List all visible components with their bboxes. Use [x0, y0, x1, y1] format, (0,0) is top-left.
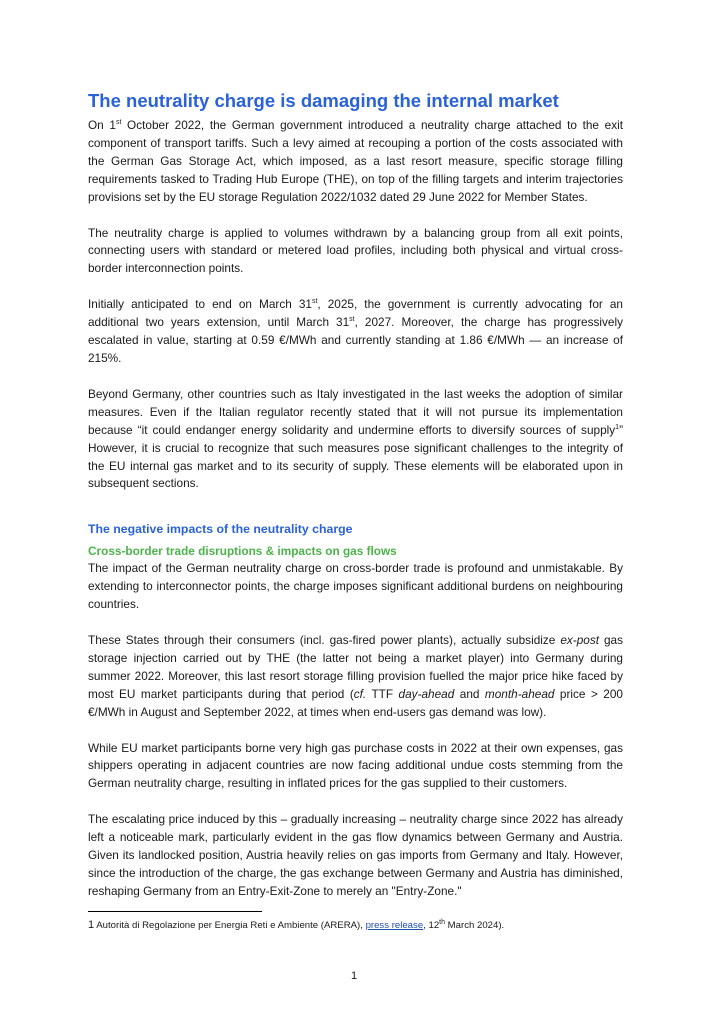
page-number: 1: [350, 970, 358, 982]
paragraph-shippers: While EU market participants borne very high gas purchase costs in 2022 at their own expenses, gas shippers operating in adjacent countries are now facing additional undue costs stemming from the German neutrality charge, resulting in inflated prices for the gas supplied to their customers.: [88, 740, 623, 791]
press-release-link[interactable]: press release: [365, 920, 424, 931]
section-heading: The negative impacts of the neutrality charge: [88, 522, 353, 537]
footnote-reference[interactable]: 1: [615, 423, 620, 431]
footnote: 1 Autorità di Regolazione per Energia Reti e Ambiente (ARERA), press release, 12th March 2024).: [88, 918, 505, 931]
subsection-heading: Cross-border trade disruptions & impacts on gas flows: [88, 544, 397, 559]
paragraph-extension: Initially anticipated to end on March 31st, 2025, the government is currently advocating for an additional two years extension, until March 31st, 2027. Moreover, the charge has progressively escalated in value, starting at 0.59 €/MWh and currently standing at 1.86 €/MWh — an increase of 215%.: [88, 297, 623, 365]
page-title: The neutrality charge is damaging the internal market: [88, 90, 559, 111]
paragraph-subsidize: These States through their consumers (incl. gas-fired power plants), actually subsidize ex-post gas storage injection carried out by THE (the latter not being a market player) into Germany during summer 2022. Moreover, this last resort storage filling provision fuelled the major price hike faced by most EU market participants during that period (cf. TTF day-ahead and month-ahead price > 200 €/MWh in August and September 2022, at times when end-users gas demand was low).: [88, 633, 623, 719]
footnote-number: 1: [88, 919, 95, 931]
footnote-separator: [88, 911, 262, 912]
paragraph-escalating-price: The escalating price induced by this – gradually increasing – neutrality charge since 2022 has already left a noticeable mark, particularly evident in the gas flow dynamics between Germany and Austria. Given its landlocked position, Austria heavily relies on gas imports from Germany and Italy. However, since the introduction of the charge, the gas exchange between Germany and Austria has diminished, reshaping Germany from an Entry-Exit-Zone to merely an "Entry-Zone.": [88, 812, 623, 898]
paragraph-application: The neutrality charge is applied to volumes withdrawn by a balancing group from all exit points, connecting users with standard or metered load profiles, including both physical and virtual cross-border interconnection points.: [88, 225, 623, 276]
paragraph-beyond-germany: Beyond Germany, other countries such as Italy investigated in the last weeks the adoption of similar measures. Even if the Italian regulator recently stated that it will not pursue its implementation because “it could endanger energy solidarity and undermine efforts to diversify sources of supply$^1$” However, it is crucial to recognize that such measures pose significant challenges to the integrity of the EU internal gas market and to its security of supply. These elements will be elaborated upon in subsequent sections.: [88, 386, 623, 491]
paragraph-intro: On 1st October 2022, the German government introduced a neutrality charge attached to the exit component of transport tariffs. Such a levy aimed at recouping a portion of the costs associated with the German Gas Storage Act, which imposed, as a last resort measure, specific storage filling requirements tasked to Trading Hub Europe (THE), on top of the filling targets and interim trajectories provisions set by the EU storage Regulation 2022/1032 dated 29 June 2022 for Member States.: [88, 118, 623, 204]
paragraph-cross-border: The impact of the German neutrality charge on cross-border trade is profound and unmistakable. By extending to interconnector points, the charge imposes significant additional burdens on neighbouring countries.: [88, 561, 623, 612]
main-content: [88, 89, 623, 901]
